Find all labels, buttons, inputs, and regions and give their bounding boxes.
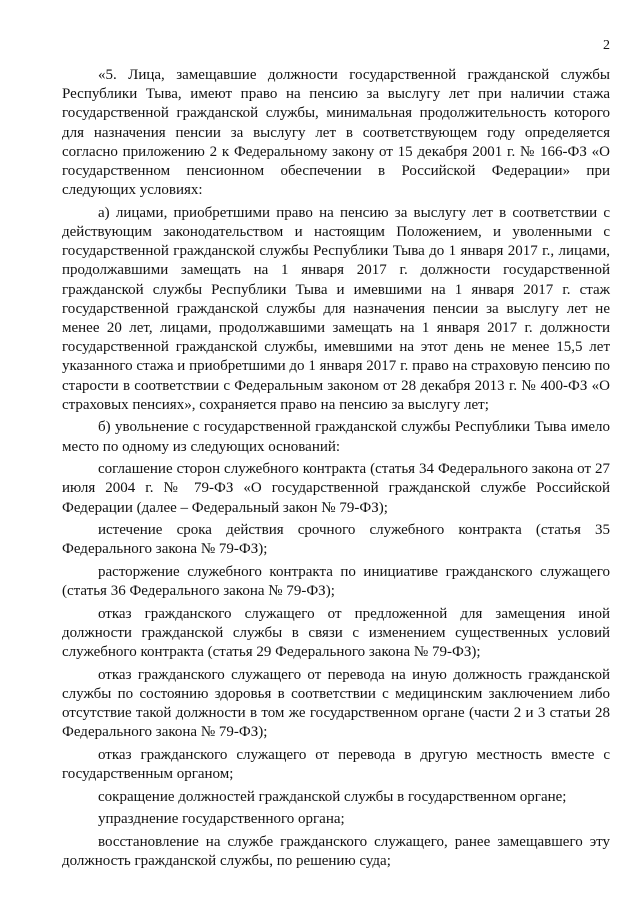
list-item-termination: расторжение служебного контракта по инициативе гражданского служащего (статья 36 Федерального закона № 79-ФЗ);: [62, 564, 610, 600]
list-item-refusal-health: отказ гражданского служащего от перевода на иную должность гражданской службы по состоянию здоровья в соответствии с медицинским заключением либо отсутствие такой должности в том же государственном органе (части 2 и 3 статьи 28 Федерального закона № 79-ФЗ);: [62, 666, 610, 741]
document-body: [62, 66, 610, 875]
paragraph-a: а) лицами, приобретшими право на пенсию за выслугу лет в соответствии с действующим законодательством и настоящим Положением, и уволенными с государственной гражданской службы Республики Тыва до 1 января 2017 г., лицами, продолжавшими замещать на 1 января 2017 г. должности государственной гражданской службы Республики Тыва и имевшими на 1 января 2017 г. стаж государственной гражданской службы для назначения пенсии за выслугу лет не менее 20 лет, лицами, продолжавшими замещать на 1 января 2017 г. должности государственной гражданской службы, имевшими на этот день не менее 15,5 лет указанного стажа и приобретшими до 1 января 2017 г. право на страховую пенсию по старости в соответствии с Федеральным законом от 28 декабря 2013 г. № 400-ФЗ «О страховых пенсиях», сохраняется право на пенсию за выслугу лет;: [62, 204, 610, 413]
paragraph-b: б) увольнение с государственной гражданской службы Республики Тыва имело место по одному из следующих оснований:: [62, 419, 610, 455]
page-number: 2: [603, 38, 610, 53]
list-item-reinstatement: восстановление на службе гражданского служащего, ранее замещавшего эту должность гражданской службы, по решению суда;: [62, 834, 610, 870]
list-item-reduction: сокращение должностей гражданской службы в государственном органе;: [98, 788, 567, 805]
list-item-abolition: упразднение государственного органа;: [98, 811, 345, 828]
list-item-refusal-position: отказ гражданского служащего от предложенной для замещения иной должности гражданской службы в связи с изменением существенных условий служебного контракта (статья 29 Федерального закона № 79-ФЗ);: [62, 605, 610, 661]
list-item-contract-expiry: истечение срока действия срочного служебного контракта (статья 35 Федерального закона № 79-ФЗ);: [62, 522, 610, 558]
list-item-agreement: соглашение сторон служебного контракта (статья 34 Федерального закона от 27 июля 2004 г. № 79-ФЗ «О государственной гражданской службе Российской Федерации (далее – Федеральный закон № 79-ФЗ);: [62, 461, 610, 516]
paragraph-5: «5. Лица, замещавшие должности государственной гражданской службы Республики Тыва, имеют право на пенсию за выслугу лет при наличии стажа государственной гражданской службы, минимальная продолжительность которого для назначения пенсии за выслугу лет в соответствующем году определяется согласно приложению 2 к Федеральному закону от 15 декабря 2001 г. № 166-ФЗ «О государственном пенсионном обеспечении в Российской Федерации» при следующих условиях:: [62, 67, 610, 199]
list-item-refusal-relocation: отказ гражданского служащего от перевода в другую местность вместе с государственным органом;: [62, 747, 610, 783]
